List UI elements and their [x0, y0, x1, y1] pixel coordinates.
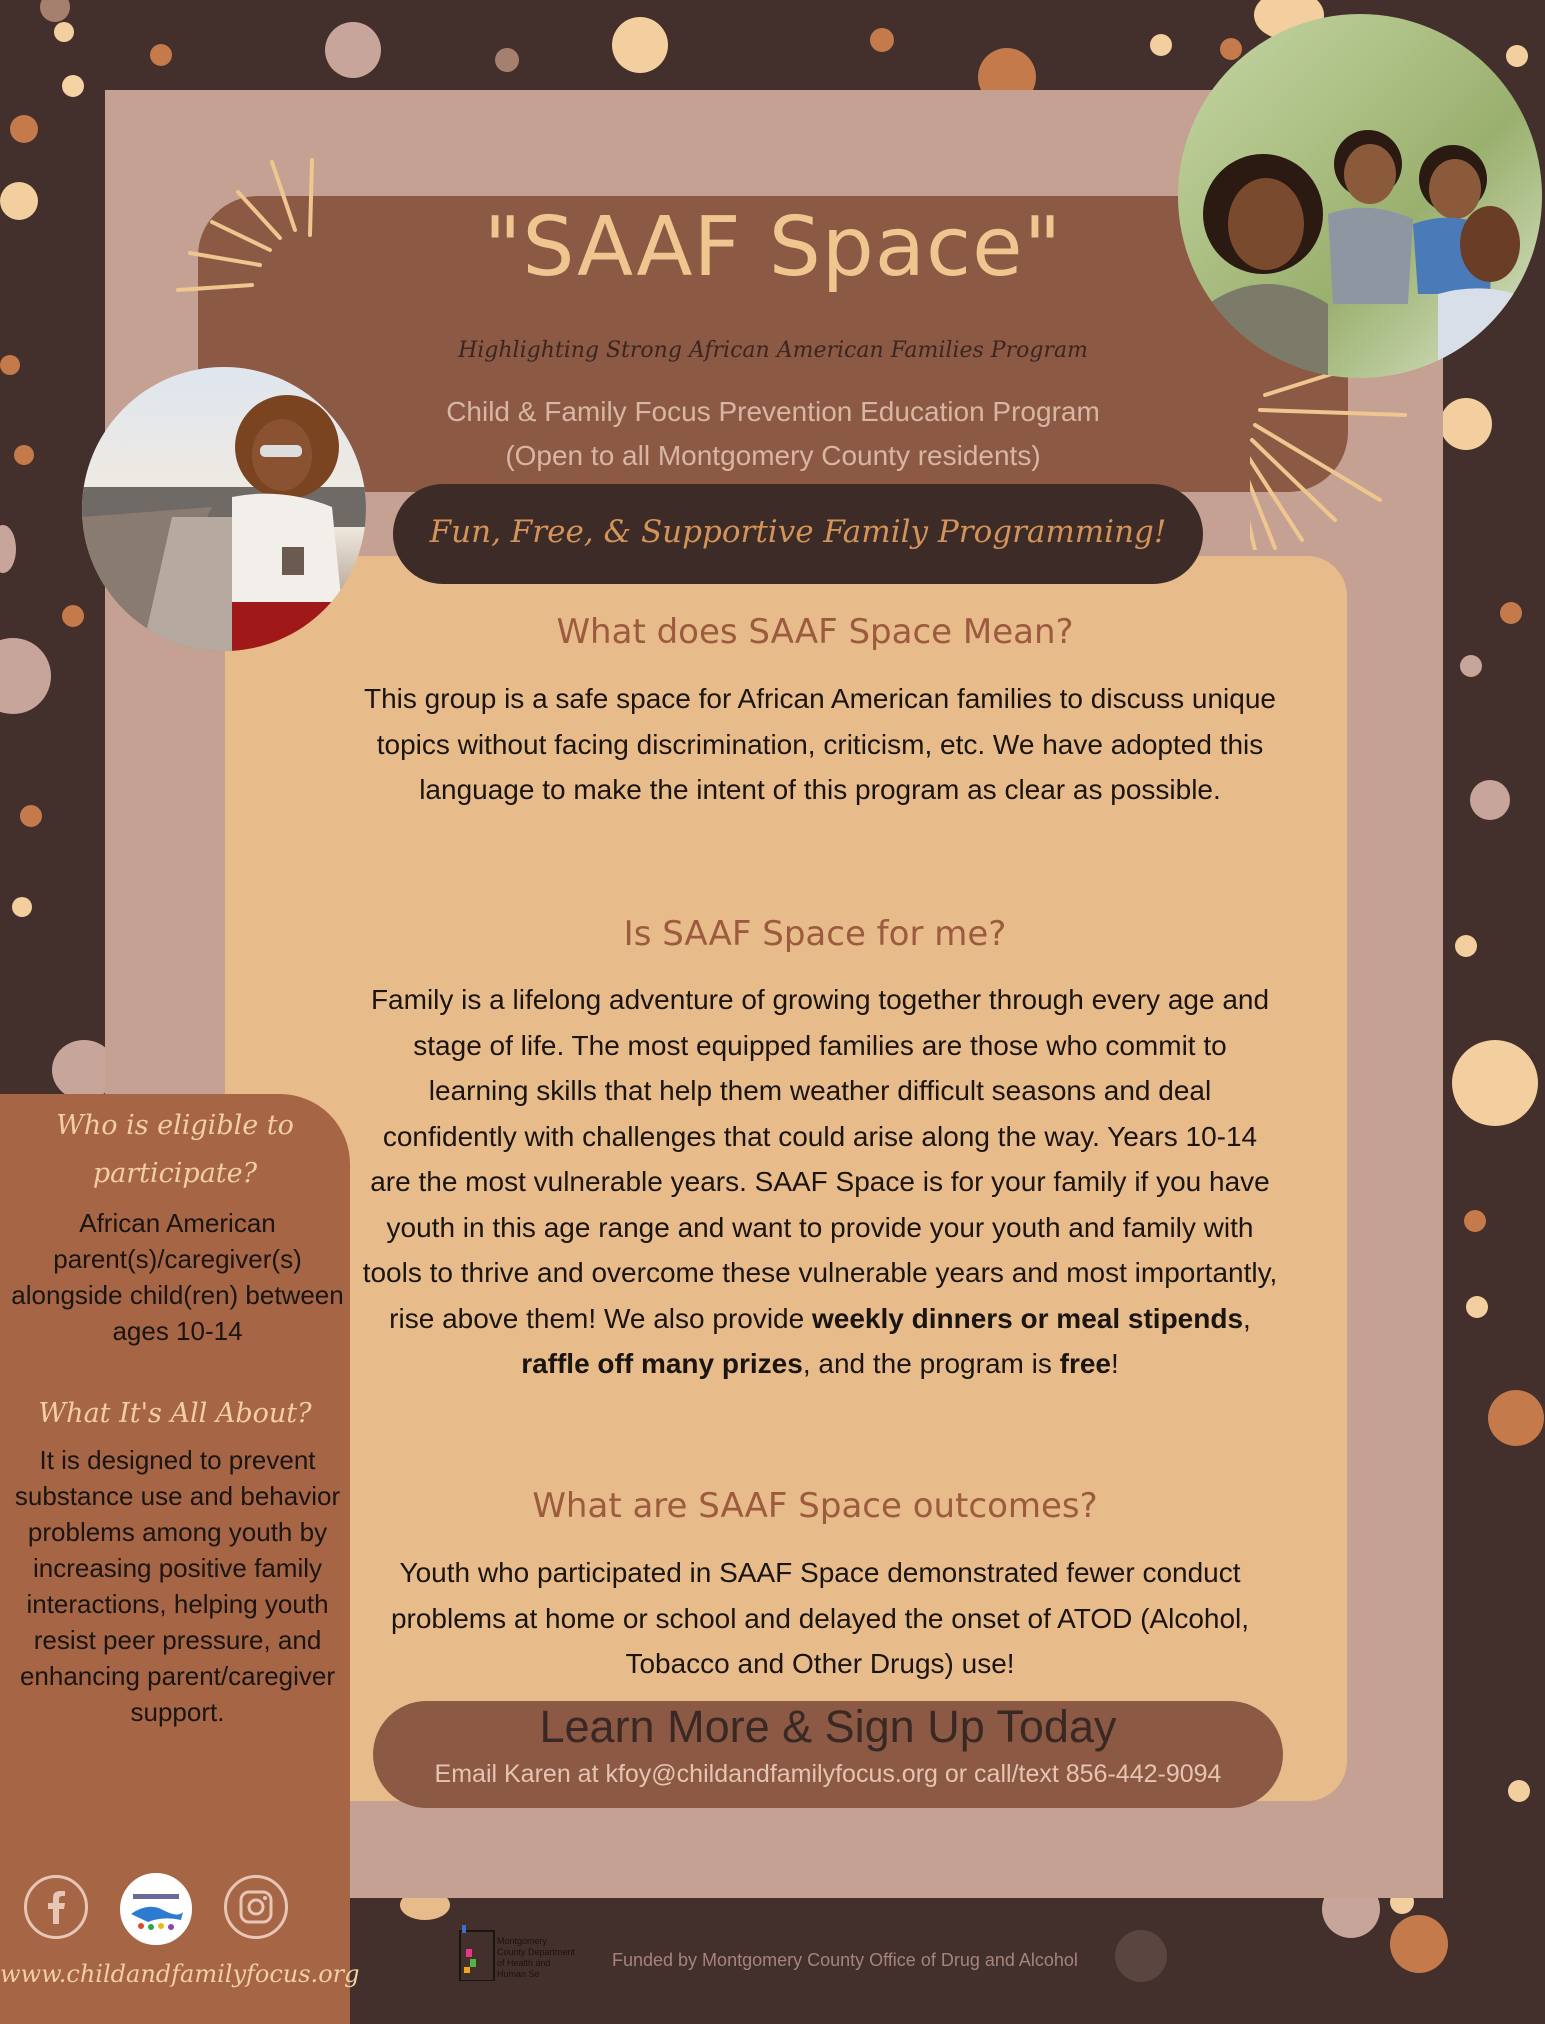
program-description [198, 390, 1348, 478]
program-line-2: (Open to all Montgomery County residents) [505, 440, 1041, 471]
eligible-heading-line-1: Who is eligible to [56, 1110, 294, 1141]
section-heading-for-me: Is SAAF Space for me? [623, 914, 1007, 954]
facebook-icon[interactable] [24, 1875, 88, 1939]
program-line-1: Child & Family Focus Prevention Education Program [446, 396, 1100, 427]
instagram-icon[interactable] [224, 1875, 288, 1939]
for-me-extra-suffix: ! [1111, 1348, 1119, 1379]
cta-title: Learn More & Sign Up Today [539, 1701, 1117, 1752]
for-me-extra-mid1: , [1243, 1302, 1251, 1334]
section-body-meaning: This group is a safe space for African American families to discuss unique topics without facing discrimination, criticism, etc. We have adopted this language to make the intent of this program as clear as possible. [364, 683, 1276, 805]
woman-photo [82, 367, 366, 651]
about-body: It is designed to prevent substance use and behavior problems among youth by increasing positive family interactions, helping youth resist peer pressure, and enhancing parent/caregiver support. [14, 1445, 341, 1727]
section-body-for-me [360, 977, 1280, 1387]
family-photo [1178, 14, 1542, 378]
funded-by-text: Funded by Montgomery County Office of Drug and Alcohol [612, 1950, 1078, 1970]
for-me-extra-mid2: , and the program is [802, 1348, 1060, 1379]
child-family-focus-logo[interactable] [120, 1873, 192, 1945]
section-heading-outcomes: What are SAAF Space outcomes? [532, 1486, 1098, 1526]
raffle-prizes-bold: raffle off many prizes [521, 1348, 803, 1379]
tagline-text: Fun, Free, & Supportive Family Programming! [429, 514, 1167, 550]
page-title: "SAAF Space" [483, 200, 1063, 295]
for-me-text: Family is a lifelong adventure of growing together through every age and stage of life. The most equipped families are those who commit to learning skills that help them weather difficult seasons and deal confidently with challenges that could arise along the way. Years 10-14 are the most vulnerable years. SAAF Space is for your family if you have youth in this age range and want to provide your youth and family with tools to thrive and overcome these vulnerable years and most importantly, rise above them! [362, 984, 1278, 1334]
eligible-heading-line-2: participate? [92, 1158, 258, 1189]
for-me-extra-prefix: We also provide [603, 1302, 812, 1334]
section-heading-meaning: What does SAAF Space Mean? [556, 612, 1074, 652]
meal-stipends-bold: weekly dinners or meal stipends [811, 1302, 1244, 1334]
website-link[interactable]: www.childandfamilyfocus.org [0, 1960, 360, 1988]
section-body-outcomes: Youth who participated in SAAF Space demonstrated fewer conduct problems at home or school and delayed the onset of ATOD (Alcohol, Tobacco and Other Drugs) use! [390, 1557, 1250, 1679]
program-subtitle: Highlighting Strong African American Families Program [458, 338, 1088, 363]
montgomery-county-logo-text: Montgomery County Department of Health and Human Se [497, 1936, 576, 1979]
eligible-body: African American parent(s)/caregiver(s) alongside child(ren) between ages 10-14 [11, 1208, 344, 1346]
cta-contact[interactable]: Email Karen at kfoy@childandfamilyfocus.org or call/text 856-442-9094 [434, 1760, 1222, 1788]
free-bold: free [1059, 1348, 1112, 1379]
about-heading: What It's All About? [38, 1398, 312, 1429]
eligible-heading [0, 1102, 350, 1198]
